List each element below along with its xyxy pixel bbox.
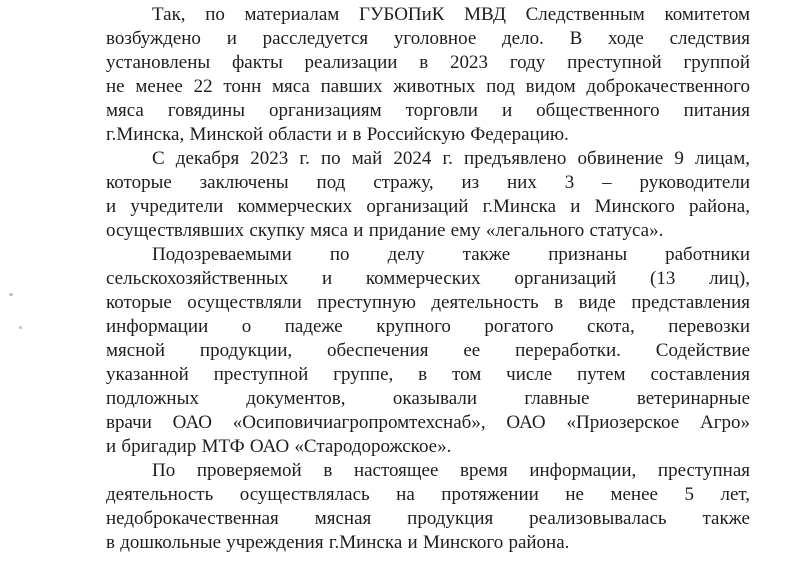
text-line: информации о падеже крупного рогатого скота, перевозки bbox=[106, 316, 750, 337]
paragraph-4 bbox=[106, 459, 750, 555]
text-line: и учредители коммерческих организаций г.Минска и Минского района, bbox=[106, 196, 750, 217]
text-line: сельскохозяйственных и коммерческих организаций (13 лиц), bbox=[106, 268, 750, 289]
text-line: С декабря 2023 г. по май 2024 г. предъявлено обвинение 9 лицам, bbox=[152, 148, 750, 169]
text-line: г.Минска, Минской области и в Российскую Федерацию. bbox=[106, 124, 569, 145]
text-line: которые осуществляли преступную деятельность в виде представления bbox=[106, 292, 750, 313]
text-line: установлены факты реализации в 2023 году преступной группой bbox=[106, 52, 750, 73]
scan-speck bbox=[19, 326, 22, 329]
text-line: не менее 22 тонн мяса павших животных под видом доброкачественного bbox=[106, 76, 750, 97]
text-line: возбуждено и расследуется уголовное дело. В ходе следствия bbox=[106, 28, 750, 49]
text-line: которые заключены под стражу, из них 3 – руководители bbox=[106, 172, 750, 193]
paragraph-3 bbox=[106, 243, 750, 459]
document-text-block bbox=[106, 3, 750, 555]
text-line: указанной преступной группе, в том числе путем составления bbox=[106, 364, 750, 385]
text-line: в дошкольные учреждения г.Минска и Минского района. bbox=[106, 532, 570, 553]
text-line: мясной продукции, обеспечения ее переработки. Содействие bbox=[106, 340, 750, 361]
text-line: осуществлявших скупку мяса и придание ему «легального статуса». bbox=[106, 220, 664, 241]
text-line: подложных документов, оказывали главные ветеринарные bbox=[106, 388, 750, 409]
text-line: и бригадир МТФ ОАО «Стародорожское». bbox=[106, 436, 452, 457]
text-line: недоброкачественная мясная продукция реализовывалась также bbox=[106, 508, 750, 529]
text-line: деятельность осуществлялась на протяжении не менее 5 лет, bbox=[106, 484, 750, 505]
text-line: Так, по материалам ГУБОПиК МВД Следственным комитетом bbox=[152, 4, 750, 25]
paragraph-2 bbox=[106, 147, 750, 243]
text-line: врачи ОАО «Осиповичиагропромтехснаб», ОАО «Приозерское Агро» bbox=[106, 412, 750, 433]
text-line: По проверяемой в настоящее время информации, преступная bbox=[152, 460, 750, 481]
paragraph-1 bbox=[106, 3, 750, 147]
text-line: Подозреваемыми по делу также признаны работники bbox=[152, 244, 750, 265]
text-line: мяса говядины организациям торговли и общественного питания bbox=[106, 100, 750, 121]
scan-speck bbox=[9, 293, 13, 296]
